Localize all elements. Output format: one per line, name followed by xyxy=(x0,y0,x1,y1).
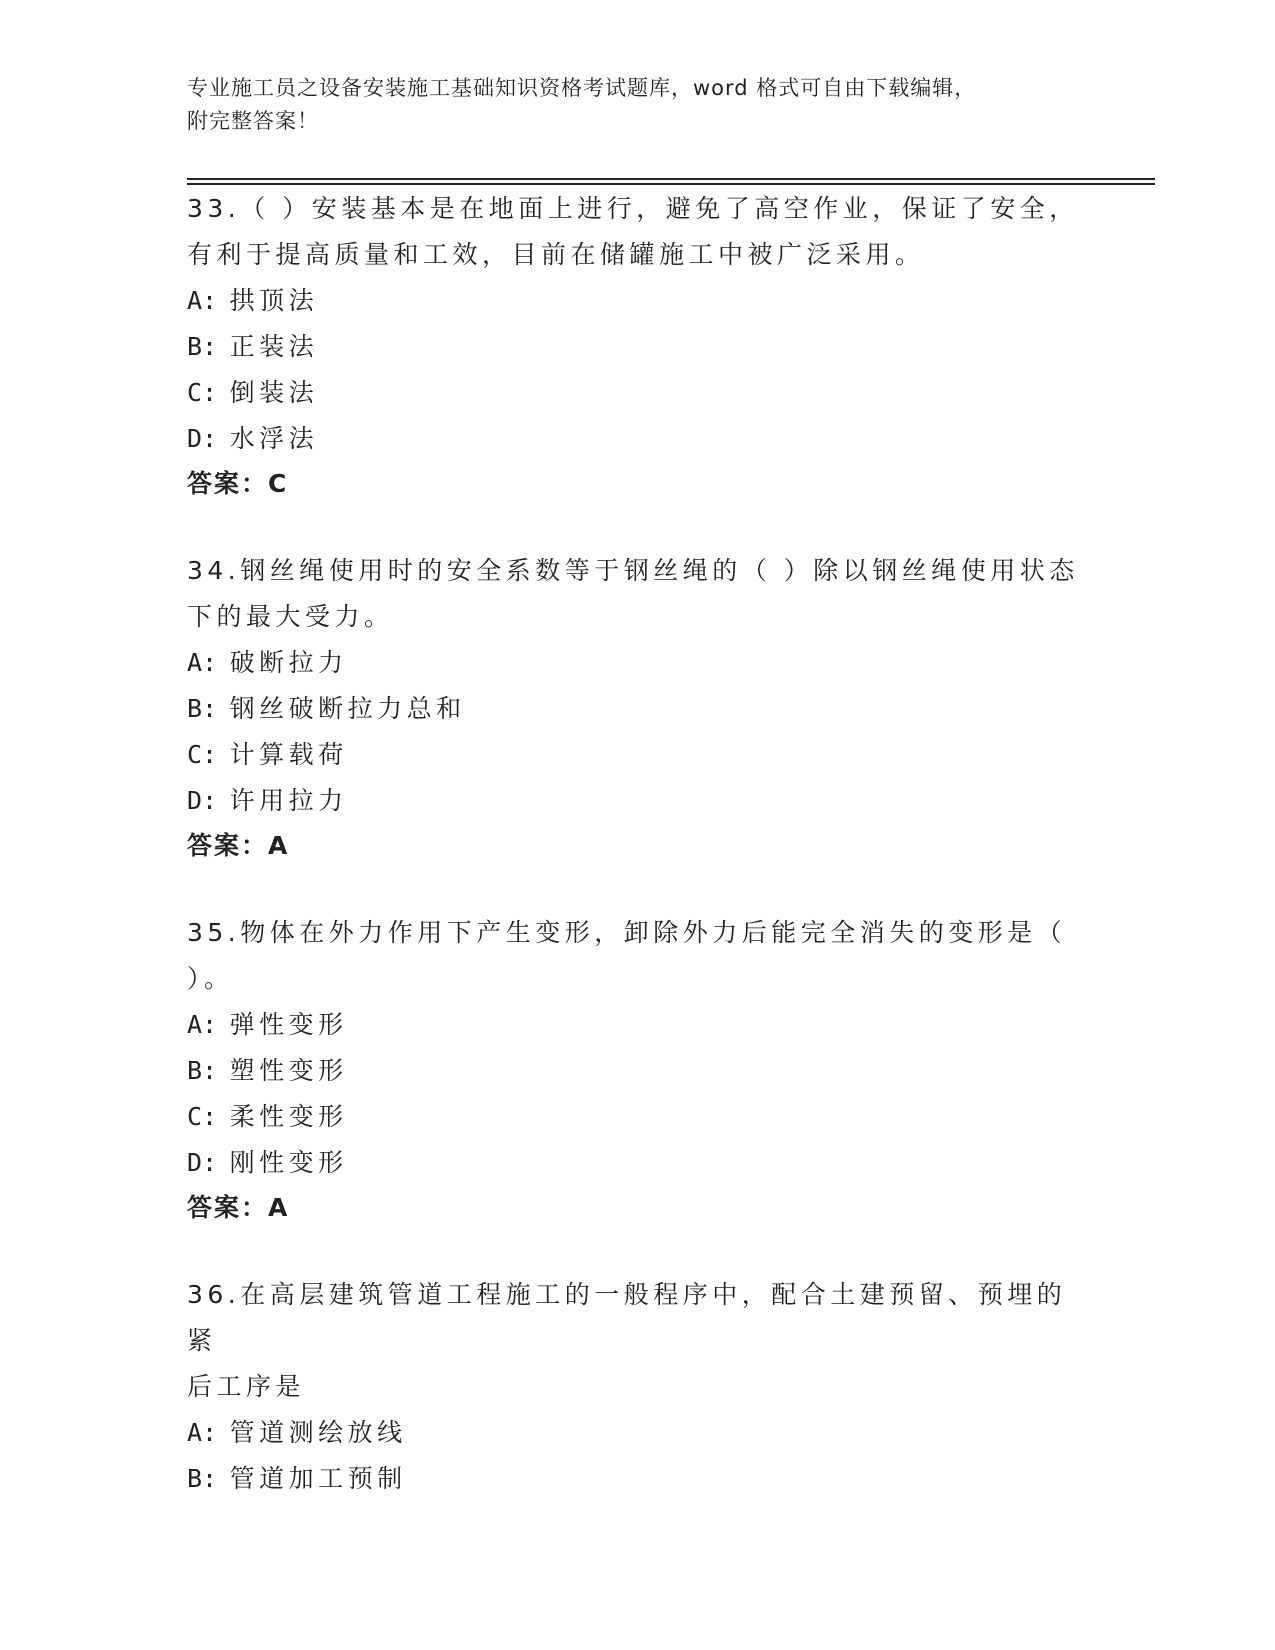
question-text-line-1: 36.在高层建筑管道工程施工的一般程序中，配合土建预留、预埋的紧 xyxy=(187,1280,1067,1355)
question-34 xyxy=(187,548,1087,868)
question-text-line-1: 35.物体在外力作用下产生变形，卸除外力后能完全消失的变形是（ xyxy=(187,918,1067,947)
option-text: 钢丝破断拉力总和 xyxy=(229,694,466,723)
question-33 xyxy=(187,186,1087,506)
option-d xyxy=(187,1140,1087,1186)
question-text-line-2: 有利于提高质量和工效，目前在储罐施工中被广泛采用。 xyxy=(187,240,925,269)
option-letter: C: xyxy=(187,378,218,407)
option-text: 刚性变形 xyxy=(229,1148,348,1177)
option-text: 管道加工预制 xyxy=(229,1464,407,1493)
option-b xyxy=(187,1048,1087,1094)
option-a xyxy=(187,1002,1087,1048)
option-letter: B: xyxy=(187,1464,218,1493)
option-letter: B: xyxy=(187,1056,218,1085)
question-text-line-2: ）。 xyxy=(187,964,234,993)
option-letter: A: xyxy=(187,648,218,677)
question-text-line-2: 后工序是 xyxy=(187,1372,306,1401)
header-line-1: 专业施工员之设备安装施工基础知识资格考试题库，word 格式可自由下载编辑， xyxy=(187,76,977,100)
option-letter: D: xyxy=(187,786,218,815)
option-letter: C: xyxy=(187,1102,218,1131)
option-letter: A: xyxy=(187,286,218,315)
answer: 答案：A xyxy=(187,831,290,860)
option-d xyxy=(187,416,1087,462)
option-b xyxy=(187,686,1087,732)
option-text: 柔性变形 xyxy=(229,1102,348,1131)
option-b xyxy=(187,1456,1087,1502)
question-text-line-2: 下的最大受力。 xyxy=(187,602,394,631)
option-c xyxy=(187,732,1087,778)
option-text: 许用拉力 xyxy=(229,786,348,815)
option-text: 塑性变形 xyxy=(229,1056,348,1085)
option-text: 水浮法 xyxy=(229,424,319,453)
option-letter: D: xyxy=(187,1148,218,1177)
option-letter: C: xyxy=(187,740,218,769)
answer: 答案：A xyxy=(187,1193,290,1222)
option-letter: B: xyxy=(187,332,218,361)
option-c xyxy=(187,370,1087,416)
option-text: 破断拉力 xyxy=(229,648,348,677)
option-text: 拱顶法 xyxy=(229,286,319,315)
question-text-line-1: 33.（ ）安装基本是在地面上进行，避免了高空作业，保证了安全， xyxy=(187,194,1079,223)
header-line-2: 附完整答案！ xyxy=(187,109,319,133)
option-c xyxy=(187,1094,1087,1140)
question-36 xyxy=(187,1272,1087,1502)
option-text: 弹性变形 xyxy=(229,1010,348,1039)
option-d xyxy=(187,778,1087,824)
option-text: 倒装法 xyxy=(229,378,319,407)
option-a xyxy=(187,1410,1087,1456)
document-header xyxy=(187,72,1087,138)
option-text: 正装法 xyxy=(229,332,319,361)
option-text: 计算载荷 xyxy=(229,740,348,769)
option-a xyxy=(187,278,1087,324)
option-text: 管道测绘放线 xyxy=(229,1418,407,1447)
option-letter: A: xyxy=(187,1010,218,1039)
option-a xyxy=(187,640,1087,686)
header-divider-top xyxy=(187,178,1155,180)
option-b xyxy=(187,324,1087,370)
question-35 xyxy=(187,910,1087,1230)
option-letter: A: xyxy=(187,1418,218,1447)
header-divider-bottom xyxy=(187,183,1155,185)
question-text-line-1: 34.钢丝绳使用时的安全系数等于钢丝绳的（ ）除以钢丝绳使用状态 xyxy=(187,556,1079,585)
option-letter: B: xyxy=(187,694,218,723)
option-letter: D: xyxy=(187,424,218,453)
answer: 答案：C xyxy=(187,469,289,498)
